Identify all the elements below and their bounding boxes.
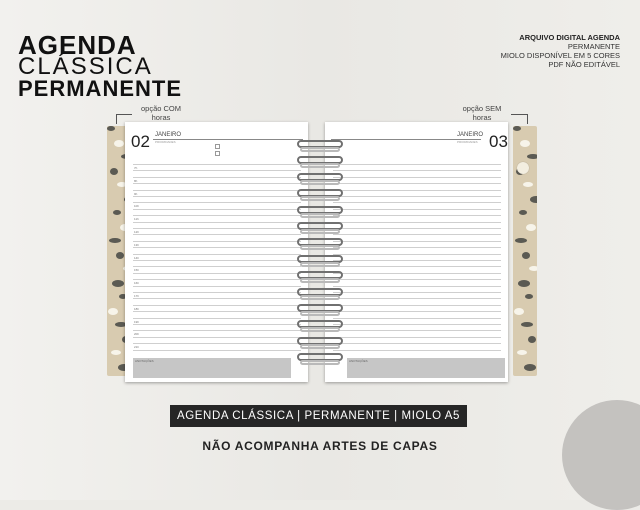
spiral-ring-inner: [300, 295, 340, 300]
ruled-line: [333, 228, 501, 229]
ruled-line: [133, 298, 301, 299]
banner-text: AGENDA CLÁSSICA | PERMANENTE | MIOLO A5: [176, 410, 461, 422]
right-notes-box: [347, 358, 505, 378]
leaf-pattern: [116, 252, 124, 259]
info-heading: ARQUIVO DIGITAL AGENDA: [519, 33, 620, 42]
hour-label: 14h: [134, 255, 140, 260]
ruled-line: [333, 183, 501, 184]
ruled-line: [333, 190, 501, 191]
ruled-line: [333, 241, 501, 242]
ruled-line: [333, 286, 501, 287]
right-notes-label: ANOTAÇÕES: [349, 359, 368, 363]
leaf-pattern: [518, 280, 530, 287]
leaf-pattern: [114, 140, 124, 147]
leaf-pattern: [112, 280, 124, 287]
footer-note: NÃO ACOMPANHA ARTES DE CAPAS: [202, 439, 438, 453]
leaf-pattern: [523, 182, 533, 187]
leaf-pattern: [515, 238, 527, 243]
ruled-line: [333, 350, 501, 351]
leaf-pattern: [514, 308, 524, 315]
left-notes-box: [133, 358, 291, 378]
hour-label: 20h: [134, 332, 140, 337]
ruled-line: [333, 247, 501, 248]
option-left-leader: [116, 114, 132, 115]
ruled-line: [333, 318, 501, 319]
left-page: [125, 122, 308, 382]
ruled-line: [133, 190, 301, 191]
leaf-pattern: [530, 196, 537, 203]
ruled-line: [333, 222, 501, 223]
right-month: JANEIRO: [457, 132, 484, 138]
option-with-hours-line1: opção COM: [140, 104, 182, 113]
ruled-line: [133, 202, 301, 203]
ruled-line: [333, 343, 501, 344]
left-day-number: 02: [131, 132, 150, 151]
hour-label: 11h: [134, 217, 139, 222]
ruled-line: [133, 228, 301, 229]
ruled-line: [133, 196, 301, 197]
product-banner: [170, 405, 467, 427]
right-header-line: [331, 139, 481, 140]
spiral-ring-inner: [300, 327, 340, 332]
ruled-line: [333, 202, 501, 203]
ruled-line: [133, 330, 301, 331]
hour-label: 18h: [134, 306, 140, 311]
ruled-line: [133, 170, 301, 171]
ruled-line: [333, 234, 501, 235]
hour-label: 7h: [134, 166, 138, 170]
ruled-line: [333, 311, 501, 312]
page-tab-marker: [517, 162, 529, 174]
hour-label: 12h: [134, 230, 140, 234]
leaf-pattern: [526, 224, 536, 231]
spiral-binding: [297, 140, 347, 380]
leaf-pattern: [113, 210, 121, 215]
ruled-line: [133, 260, 301, 261]
hour-label: 15h: [134, 268, 140, 273]
spiral-ring-inner: [300, 213, 340, 218]
spiral-ring-inner: [300, 360, 340, 365]
spiral-ring-inner: [300, 196, 340, 201]
leaf-pattern: [109, 238, 121, 243]
ruled-line: [133, 292, 301, 293]
right-page: [325, 122, 508, 382]
ruled-line: [133, 337, 301, 338]
ruled-line: [133, 247, 301, 248]
leaf-pattern: [520, 140, 530, 147]
ruled-line: [133, 350, 301, 351]
ruled-line: [133, 209, 301, 210]
ruled-line: [133, 164, 301, 165]
info-line-2: MIOLO DISPONÍVEL EM 5 CORES: [500, 51, 620, 60]
left-checkbox-2: [215, 151, 220, 156]
leaf-pattern: [110, 168, 118, 175]
spiral-ring-inner: [300, 344, 340, 349]
ruled-line: [133, 318, 301, 319]
ruled-line: [133, 241, 301, 242]
option-right-leader: [511, 114, 528, 115]
ruled-line: [133, 215, 301, 216]
ruled-line: [133, 286, 301, 287]
leaf-pattern: [107, 126, 115, 131]
spiral-ring-inner: [300, 311, 340, 316]
ruled-line: [133, 266, 301, 267]
hour-label: 19h: [134, 319, 140, 324]
ruled-line: [133, 177, 301, 178]
ruled-line: [133, 222, 301, 223]
right-priorities-label: PRIORIDADES: [457, 140, 478, 144]
info-line-1: PERMANENTE: [567, 42, 620, 51]
ruled-line: [333, 177, 501, 178]
hour-label: 10h: [134, 204, 140, 209]
ruled-line: [333, 209, 501, 210]
ruled-line: [333, 170, 501, 171]
hour-label: 9h: [134, 191, 138, 196]
spiral-ring-inner: [300, 245, 340, 250]
ruled-line: [333, 260, 501, 261]
title-line-1: AGENDA: [18, 30, 137, 60]
ruled-line: [333, 337, 501, 338]
ruled-line: [133, 324, 301, 325]
spiral-ring-inner: [300, 262, 340, 267]
leaf-pattern: [528, 336, 536, 343]
ruled-line: [133, 234, 301, 235]
ruled-line: [333, 196, 501, 197]
title-line-3: PERMANENTE: [18, 76, 183, 101]
leaf-pattern: [527, 154, 537, 159]
ruled-line: [333, 273, 501, 274]
left-month: JANEIRO: [155, 132, 182, 138]
product-title: [18, 30, 183, 101]
left-checkbox-1: [215, 144, 220, 149]
ruled-line: [133, 305, 301, 306]
spiral-ring-inner: [300, 229, 340, 234]
hour-label: 17h: [134, 294, 140, 298]
leaf-pattern: [522, 252, 530, 259]
ruled-line: [133, 279, 301, 280]
ruled-line: [333, 266, 501, 267]
ruled-line: [333, 292, 501, 293]
option-without-hours-line2: horas: [472, 113, 492, 122]
spiral-ring-inner: [300, 163, 340, 168]
leaf-pattern: [108, 308, 118, 315]
leaf-pattern: [517, 350, 527, 355]
hour-label: 21h: [134, 345, 140, 350]
ruled-line: [133, 343, 301, 344]
right-day-number: 03: [489, 132, 508, 151]
option-with-hours-line2: horas: [151, 113, 171, 122]
leaf-pattern: [529, 266, 537, 271]
ruled-line: [333, 305, 501, 306]
product-info: [501, 33, 620, 69]
spiral-ring-inner: [300, 278, 340, 283]
info-line-3: PDF NÃO EDITÁVEL: [548, 60, 620, 69]
ruled-line: [133, 183, 301, 184]
ruled-line: [133, 254, 301, 255]
hour-label: 16h: [134, 281, 140, 286]
leaf-pattern: [513, 126, 521, 131]
leaf-pattern: [524, 364, 536, 371]
option-without-hours-line1: opção SEM: [462, 104, 502, 113]
left-header-line: [153, 139, 303, 140]
ruled-line: [333, 324, 501, 325]
ruled-line: [333, 279, 501, 280]
ruled-line: [333, 298, 501, 299]
leaf-pattern: [521, 322, 533, 327]
title-line-2: CLÁSSICA: [18, 53, 153, 80]
spiral-ring-inner: [300, 147, 340, 152]
ruled-line: [333, 330, 501, 331]
ruled-line: [333, 215, 501, 216]
hour-label: 13h: [134, 242, 140, 247]
ruled-line: [333, 164, 501, 165]
ruled-line: [133, 273, 301, 274]
ruled-line: [333, 254, 501, 255]
leaf-pattern: [525, 294, 533, 299]
hour-label: 8h: [134, 178, 138, 183]
left-notes-label: ANOTAÇÕES: [135, 359, 154, 363]
leaf-pattern: [111, 350, 121, 355]
ruled-line: [133, 311, 301, 312]
planner-book: [107, 118, 537, 390]
left-priorities-label: PRIORIDADES: [155, 140, 176, 144]
leaf-pattern: [519, 210, 527, 215]
spiral-ring-inner: [300, 180, 340, 185]
